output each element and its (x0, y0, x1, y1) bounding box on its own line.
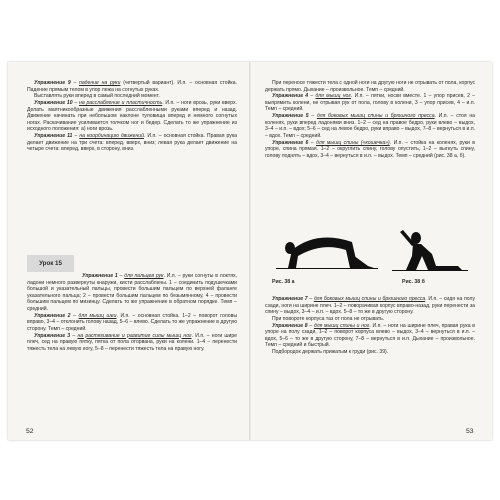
figure-caption: Рис. 38 а (272, 279, 295, 285)
lesson-heading: Урок 15 (27, 255, 74, 272)
paragraph: Упражнение 9 – падение на руки (четвертый вариант). И.п. – основная стойка. Падение прямым телом в упор лежа на согнутых руках. (27, 80, 237, 93)
page-number: 53 (466, 428, 474, 435)
paragraph: Упражнение 4 – для мышц ног. И.п. – пятки, носки вместе. 1 – упор присев, 2 – выпрямить колени, не отрывая рук от пола, голову в колени, 3 – упор присев, 4 – и.п. Темп – средний. (265, 93, 475, 113)
left-page-lesson-text (27, 273, 237, 352)
right-page-top-text (265, 80, 475, 160)
paragraph: Упражнение 3 – на растягивание и развитие силы мышц ног. И.п. – ноги шире плеч, сед на правую пятку, пятка от пола оторвана, руки на колени. 1–4 – перенести тяжесть тела на левую ногу, 5–8 – перенести тяжесть тела на правую ногу. (27, 332, 238, 352)
right-page-bottom-text (265, 296, 475, 356)
paragraph: Упражнение 2 – для мышц шеи. И.п. – основная стойка. 1–2 – поворот головы вправо, 3–4 – отклонить голову назад, 5–6 – влево. Сделать то же упражнение в другую сторону. Темп – средний. (27, 312, 237, 332)
exercise-figures (268, 228, 473, 288)
paragraph: Упражнение 10 – на расслабление и пластичность. И.п. – ноги врозь, руки вверх. Делать маятникообразные движения расслабленными руками вперед и назад. Движение начинать при небольшом наклоне туловища вперед и немного согнутых ногах. Раскачивание усиливается толчком ног и бедер. Сделать то же упражнение из исходного положения: а) ноги врозь. (27, 100, 237, 133)
left-page-top-text (27, 80, 237, 153)
paragraph: Упражнение 5 – для боковых мышц спины и брюшного пресса. И.п. – стоя на коленях, руки вперед ладонями вниз. 1–2 – сед на правое бедро, руки влево – выдох, 3–4 – и.п. – вдох; 5–6 – сед на левое бедро, руки вправо – выдох, 7–8 – вернуться в и.п. – вдох. Темп – средний. (265, 113, 476, 139)
page-number: 52 (26, 428, 34, 435)
paragraph: Упражнение 6 – для мышц спины («кошечка»). И.п. – стойка на коленях, руки в упоре, спина прямая. 1–2 – округлить спину, голову опустить, 1–2 – выгнуть спину, голову поднять – вдох, 3–4 – вернуться в и.п. – выдох. Темп – средний (рис. 38 а, б). (265, 139, 475, 159)
paragraph: При повороте корпуса таз от пола не отрывать. (272, 315, 385, 322)
paragraph: При переносе тяжести тела с одной ноги на другую ноги не отрывать от пола, корпус держать прямо. Дыхание – произвольное. Темп – средний. (265, 80, 475, 93)
cat-pose-figure-b (386, 228, 474, 274)
paragraph: Выставлять руки вперед в самый последний момент. (34, 93, 160, 100)
cat-pose-figure-a (272, 228, 382, 274)
paragraph: Упражнение 11 – на координацию движений. И.п. – основная стойка. Правая рука делает движение на три счета: вперед, вверх, вниз; левая рука делает движение на четыре счета: вперед, вверх, в сторону, вниз. (27, 133, 238, 153)
figure-caption: Рис. 38 б (402, 279, 425, 285)
paragraph: Упражнение 8 – для мышц спины и ног. И.п. – ноги на ширине плеч, правая рука в упоре на полу сзади, 1–2 – поворот корпуса влево – выдох, 3–4 – вернуться в и.п. – вдох, 5–6 – то же в другую сторону, 7–8 – вернуться в и.п. Дыхание – произвольное. Темп – средний и быстрый. (265, 322, 475, 349)
paragraph: Упражнение 7 – для боковых мышц спины и брюшного пресса. И.п. – сидя на полу сзади, ноги на ширине плеч. 1–2 – поворачивая корпус вправо-назад, руки перенести за спину – выдох, 3–4 – и.п. – вдох. 5–8 – то же в другую сторону. (265, 296, 476, 316)
paragraph: Подбородок держать прижатым к груди (рис. 39). (272, 349, 389, 356)
paragraph: Упражнение 1 – для пальцев рук. И.п. – руки согнуты в локтях, ладони немного развернуты кнаружи, кисти расслаблены. 1 – соединить подушечками большой и указательный пальцы, провести большим пальцем по верхней фаланге указательного пальца; 2 – провести большим пальцем по безымянному, 4 – провести большим пальцем по мизинцу. Сделать то же упражнение в обратном порядке. Темп – средний. (27, 273, 237, 312)
book-gutter (249, 62, 251, 440)
